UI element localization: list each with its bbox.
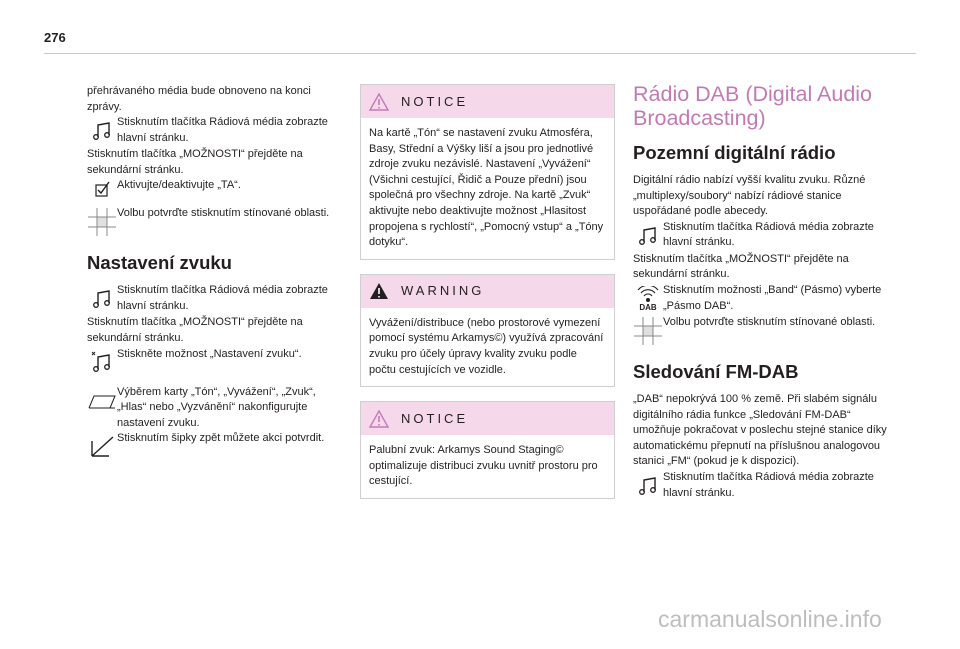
step-radio-media (633, 220, 893, 252)
paragraph: Stisknutím tlačítka „MOŽNOSTI“ přejděte na sekundární stránku. (633, 252, 849, 281)
step-text: Stisknutím tlačítka Rádiová média zobrazte hlavní stránku. (663, 470, 874, 499)
watermark: carmanualsonline.info (658, 606, 882, 632)
notice-header (361, 85, 614, 118)
step-radio-media (633, 470, 893, 502)
shaded-area-icon (633, 315, 663, 347)
step-ta (87, 178, 337, 200)
warning-text: Vyvážení/distribuce (nebo prostorové vymezení pomocí systému Arkamys©) využívá zpracování zvuku pro účely úpravy kvality zvuku podle počtu cestujících ve vozidle. (369, 316, 604, 376)
step-sound-settings (87, 347, 337, 379)
notice-text: Na kartě „Tón“ se nastavení zvuku Atmosféra, Basy, Střední a Výšky liší a jsou pro jednotlivé zdroje zvuku nezávislé. Nastavení „Vyvážení“ (Všichni cestující, Řidič a Pouze přední) jsou společná pro všechny zdroje. Na kartě „Zvuk“ aktivujte nebo deaktivujte možnost „Hlasitost propojena s rychlostí“, „Pomocný vstup“ a „Tóny dotyku“. (369, 127, 604, 249)
step-text: Volbu potvrďte stisknutím stínované oblasti. (663, 315, 876, 328)
step-text: Stiskněte možnost „Nastavení zvuku“. (117, 347, 302, 360)
notice-title: NOTICE (401, 410, 469, 426)
column-1 (87, 84, 337, 463)
back-arrow-icon (87, 431, 117, 463)
step-text: Aktivujte/deaktivujte „TA“. (117, 179, 241, 192)
notice-triangle-icon (369, 93, 389, 111)
music-note-icon (633, 220, 663, 252)
header-divider (44, 53, 916, 54)
notice-triangle-icon (369, 410, 389, 428)
music-note-icon (87, 283, 117, 315)
notice-box (360, 401, 615, 499)
dab-icon (633, 283, 663, 315)
page-number: 276 (44, 30, 66, 45)
step-text: Stisknutím možnosti „Band“ (Pásmo) vyberte „Pásmo DAB“. (663, 283, 882, 312)
section-heading: Pozemní digitální rádio (633, 142, 836, 163)
paragraph: přehrávaného média bude obnoveno na konci zprávy. (87, 85, 311, 113)
notice-text: Palubní zvuk: Arkamys Sound Staging© optimalizuje distribuci zvuku uvnitř prostoru pro cestující. (369, 444, 598, 488)
column-3 (633, 82, 893, 502)
music-settings-icon (87, 347, 117, 379)
step-confirm (633, 315, 893, 347)
notice-header (361, 402, 614, 435)
warning-triangle-icon (369, 282, 389, 300)
step-radio-media (87, 115, 337, 147)
section-heading: Nastavení zvuku (87, 252, 232, 274)
step-text: Stisknutím tlačítka Rádiová média zobrazte hlavní stránku. (117, 284, 328, 312)
notice-title: NOTICE (401, 93, 469, 109)
step-radio-media (87, 283, 337, 315)
step-confirm (87, 206, 337, 238)
tab-icon (87, 385, 117, 417)
step-text: Výběrem karty „Tón“, „Vyvážení“, „Zvuk“, „Hlas“ nebo „Vyzvánění“ nakonfigurujte nastavení zvuku. (117, 385, 316, 429)
step-text: Volbu potvrďte stisknutím stínované oblasti. (117, 207, 330, 220)
step-text: Stisknutím tlačítka Rádiová média zobrazte hlavní stránku. (117, 116, 328, 144)
notice-box (360, 84, 615, 260)
music-note-icon (87, 115, 117, 147)
paragraph: Stisknutím tlačítka „MOŽNOSTI“ přejděte na sekundární stránku. (87, 316, 303, 344)
chapter-title: Rádio DAB (Digital Audio Broadcasting) (633, 82, 873, 130)
paragraph: Stisknutím tlačítka „MOŽNOSTI“ přejděte na sekundární stránku. (87, 148, 303, 176)
paragraph: „DAB“ nepokrývá 100 % země. Při slabém signálu digitálního rádia funkce „Sledování FM-DAB“ umožňuje pokračovat v poslechu stejné stanice díky automatickému přepnutí na příslušnou analogovou stanici „FM“ (pokud je k dispozici). (633, 392, 887, 468)
warning-title: WARNING (401, 283, 485, 299)
shaded-area-icon (87, 206, 117, 238)
dab-label: DAB (639, 302, 657, 312)
warning-box (360, 274, 615, 387)
section-heading: Sledování FM-DAB (633, 360, 799, 382)
warning-header (361, 275, 614, 308)
step-tabs (87, 385, 337, 432)
paragraph: Digitální rádio nabízí vyšší kvalitu zvuku. Různé „multiplexy/soubory“ nabízí rádiové stanice uspořádané podle abecedy. (633, 174, 866, 218)
step-text: Stisknutím tlačítka Rádiová média zobrazte hlavní stránku. (663, 220, 874, 249)
step-text: Stisknutím šipky zpět můžete akci potvrdit. (117, 432, 325, 445)
checkbox-icon (87, 178, 117, 200)
music-note-icon (633, 470, 663, 502)
step-back (87, 431, 337, 463)
column-2 (360, 84, 615, 513)
step-band (633, 283, 893, 315)
